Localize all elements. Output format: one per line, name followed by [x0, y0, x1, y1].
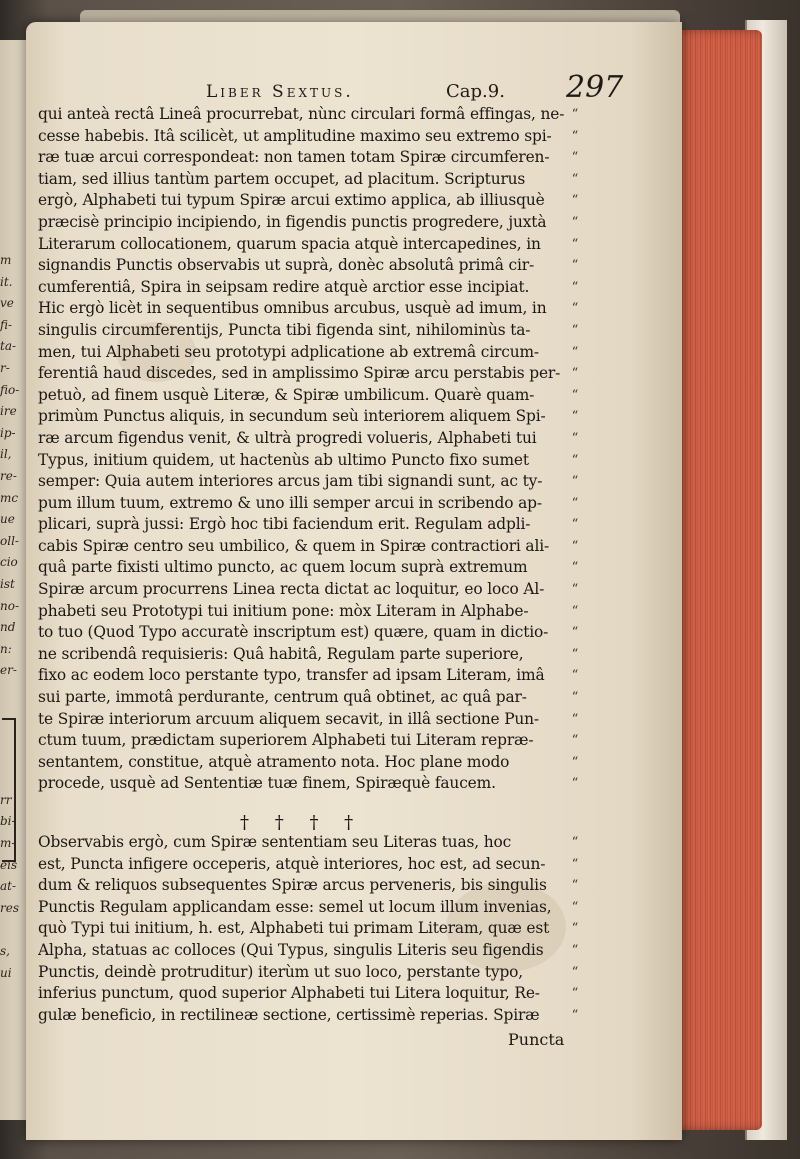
margin-fragment: m	[0, 253, 12, 267]
quote-mark: “	[571, 690, 579, 706]
text-line: ne scribendâ requisieris: Quâ habitâ, Regulam parte superiore,	[38, 644, 524, 663]
quote-mark: “	[571, 344, 579, 360]
text-line: ergò, Alphabeti tui typum Spiræ arcui extimo applica, ab illiusquè	[38, 191, 545, 210]
text-line: plicari, suprà jussi: Ergò hoc tibi faciendum erit. Regulam adpli-	[38, 515, 531, 534]
text-line: pum illum tuum, extremo & uno illi semper arcui in scribendo ap-	[38, 493, 542, 512]
margin-fragment: ip-	[0, 425, 16, 440]
chapter-label: Cap.9.	[446, 81, 505, 102]
margin-fragment: it.	[0, 274, 13, 289]
text-line: Literarum collocationem, quarum spacia atquè intercapedines, in	[38, 234, 541, 253]
margin-fragment: mc	[0, 490, 19, 505]
quote-marks-column	[565, 104, 585, 795]
quote-mark: “	[571, 236, 579, 252]
text-line: quò Typi tui initium, h. est, Alphabeti tui primam Literam, quæ est	[38, 919, 550, 938]
text-line: quâ parte fixisti ultimo puncto, ac quem locum suprà extremum	[38, 558, 528, 577]
quote-mark: “	[571, 322, 579, 338]
quote-mark: “	[571, 964, 579, 980]
quote-mark: “	[571, 214, 579, 230]
quote-mark: “	[571, 986, 579, 1002]
quote-mark: “	[571, 538, 579, 554]
quote-mark: “	[571, 452, 579, 468]
quote-mark: “	[571, 128, 579, 144]
text-line: Alpha, statuas ac colloces (Qui Typus, singulis Literis seu figendis	[38, 940, 544, 959]
margin-fragment: ui	[0, 965, 12, 980]
margin-fragment: eis	[0, 857, 18, 872]
text-line: qui anteà rectâ Lineâ procurrebat, nùnc circulari formâ effingas, ne-	[38, 105, 565, 123]
text-line: sui parte, immotâ perdurante, centrum quâ obtinet, ac quâ par-	[38, 688, 527, 707]
text-line: cesse habebis. Itâ scilicèt, ut amplitudine maximo seu extremo spi-	[38, 126, 552, 145]
quote-mark: “	[571, 409, 579, 425]
quote-mark: “	[571, 193, 579, 209]
text-line: inferius punctum, quod superior Alphabeti tui Litera loquitur, Re-	[38, 984, 540, 1003]
quote-marks-column-2	[565, 832, 585, 1026]
margin-fragment: fio-	[0, 382, 20, 397]
margin-fragment	[0, 682, 26, 704]
quote-mark: “	[571, 856, 579, 872]
text-line: dum & reliquos subsequentes Spiræ arcus perveneris, bis singulis	[38, 876, 547, 895]
quote-mark: “	[571, 495, 579, 511]
margin-fragment: ue	[0, 512, 15, 527]
margin-fragment: r-	[0, 360, 10, 375]
margin-fragment: re-	[0, 468, 17, 483]
text-line: Typus, initium quidem, ut hactenùs ab ultimo Puncto fixo sumet	[38, 450, 529, 469]
text-line: Hic ergò licèt in sequentibus omnibus arcubus, usquè ad imum, in	[38, 299, 547, 318]
text-line: ferentiâ haud discedes, sed in amplissimo Spiræ arcu perstabis per-	[38, 364, 561, 383]
quote-mark: “	[571, 582, 579, 598]
text-line: men, tui Alphabeti seu prototypi adplicatione ab extremâ circum-	[38, 342, 539, 361]
text-line: singulis circumferentijs, Puncta tibi figenda sint, nihilominùs ta-	[38, 320, 531, 339]
quote-mark: “	[571, 711, 579, 727]
margin-fragment: s,	[0, 944, 10, 958]
text-line: gulæ beneficio, in rectilineæ sectione, certissimè reperias. Spiræ	[38, 1005, 540, 1024]
text-line: phabeti seu Prototypi tui initium pone: mòx Literam in Alphabe-	[38, 601, 529, 620]
section-divider: † † † †	[240, 812, 364, 833]
text-line: præcisè principio incipiendo, in figendis punctis progredere, juxtà	[38, 212, 547, 231]
text-line: procede, usquè ad Sententiæ tuæ finem, Spiræquè faucem.	[38, 774, 496, 793]
margin-fragment	[0, 919, 26, 941]
text-line: tiam, sed illius tantùm partem occupet, ad placitum. Scripturus	[38, 169, 526, 188]
text-line: petuò, ad finem usquè Literæ, & Spiræ umbilicum. Quarè quam-	[38, 385, 535, 404]
margin-fragment: no-	[0, 598, 20, 613]
quote-mark: “	[571, 301, 579, 317]
quote-mark: “	[571, 258, 579, 274]
quote-mark: “	[571, 366, 579, 382]
margin-fragment: res	[0, 900, 19, 915]
quote-mark: “	[571, 517, 579, 533]
text-line: ræ tuæ arcui correspondeat: non tamen totam Spiræ circumferen-	[38, 148, 550, 167]
margin-fragment: oll-	[0, 533, 19, 548]
text-line: cumferentiâ, Spira in seipsam redire atquè arctior esse incipiat.	[38, 277, 530, 296]
margin-fragment: rr	[0, 792, 12, 807]
margin-fragment: ve	[0, 296, 14, 311]
paragraph-1	[38, 104, 566, 795]
quote-mark: “	[571, 603, 579, 619]
text-line: cabis Spiræ centro seu umbilico, & quem in Spiræ contractiori ali-	[38, 536, 550, 555]
quote-mark: “	[571, 1007, 579, 1023]
quote-mark: “	[571, 754, 579, 770]
left-margin-fragments	[0, 250, 26, 984]
quote-mark: “	[571, 776, 579, 792]
margin-bracket	[2, 718, 16, 862]
quote-mark: “	[571, 835, 579, 850]
text-line: Spiræ arcum procurrens Linea recta dictat ac loquitur, eo loco Al-	[38, 580, 545, 599]
book-title: Liber Sextus.	[206, 82, 354, 102]
quote-mark: “	[571, 279, 579, 295]
paragraph-2	[38, 832, 566, 1026]
text-line: Observabis ergò, cum Spiræ sententiam seu Literas tuas, hoc	[38, 833, 512, 851]
quote-mark: “	[571, 942, 579, 958]
quote-mark: “	[571, 646, 579, 662]
margin-fragment: bi-	[0, 814, 16, 829]
quote-mark: “	[571, 668, 579, 684]
text-line: ctum tuum, prædictam superiorem Alphabeti tui Literam repræ-	[38, 731, 534, 750]
margin-fragment: er-	[0, 663, 17, 678]
page-edges-red	[672, 30, 762, 1130]
margin-fragment: il,	[0, 447, 12, 462]
margin-fragment: ta-	[0, 339, 17, 354]
catchword: Puncta	[508, 1030, 565, 1049]
text-line: est, Puncta infigere occeperis, atquè interiores, hoc est, ad secun-	[38, 854, 546, 873]
margin-fragment: at-	[0, 879, 17, 894]
text-line: sentantem, constitue, atquè atramento nota. Hoc plane modo	[38, 752, 510, 771]
margin-fragment: ist	[0, 576, 15, 591]
text-line: to tuo (Quod Typo accuratè inscriptum est) quære, quam in dictio-	[38, 623, 549, 642]
quote-mark: “	[571, 474, 579, 490]
quote-mark: “	[571, 387, 579, 403]
margin-fragment: fi-	[0, 317, 13, 332]
text-line: Punctis Regulam applicandam esse: semel ut locum illum invenias,	[38, 897, 552, 916]
margin-fragment: n:	[0, 641, 12, 656]
text-line: ræ arcum figendus venit, & ultrà progredi volueris, Alphabeti tui	[38, 428, 537, 447]
text-line: Punctis, deindè protruditur) iterùm ut suo loco, perstante typo,	[38, 962, 524, 981]
quote-mark: “	[571, 150, 579, 166]
quote-mark: “	[571, 733, 579, 749]
text-line: signandis Punctis observabis ut suprà, donèc absolutâ primâ cir-	[38, 256, 535, 275]
quote-mark: “	[571, 560, 579, 576]
text-line: semper: Quia autem interiores arcus jam tibi signandi sunt, ac ty-	[38, 472, 543, 491]
margin-fragment: ire	[0, 404, 17, 419]
quote-mark: “	[571, 625, 579, 641]
margin-fragment: nd	[0, 620, 16, 635]
quote-mark: “	[571, 878, 579, 894]
margin-fragment: m-	[0, 836, 16, 851]
page-number: 297	[566, 70, 624, 105]
quote-mark: “	[571, 107, 579, 122]
margin-fragment: cio	[0, 555, 18, 570]
text-line: te Spiræ interiorum arcuum aliquem secavit, in illâ sectione Pun-	[38, 709, 539, 728]
quote-mark: “	[571, 430, 579, 446]
quote-mark: “	[571, 171, 579, 187]
text-line: primùm Punctus aliquis, in secundum seù interiorem aliquem Spi-	[38, 407, 546, 426]
quote-mark: “	[571, 899, 579, 915]
quote-mark: “	[571, 921, 579, 937]
text-line: fixo ac eodem loco perstante typo, transfer ad ipsam Literam, imâ	[38, 666, 545, 685]
